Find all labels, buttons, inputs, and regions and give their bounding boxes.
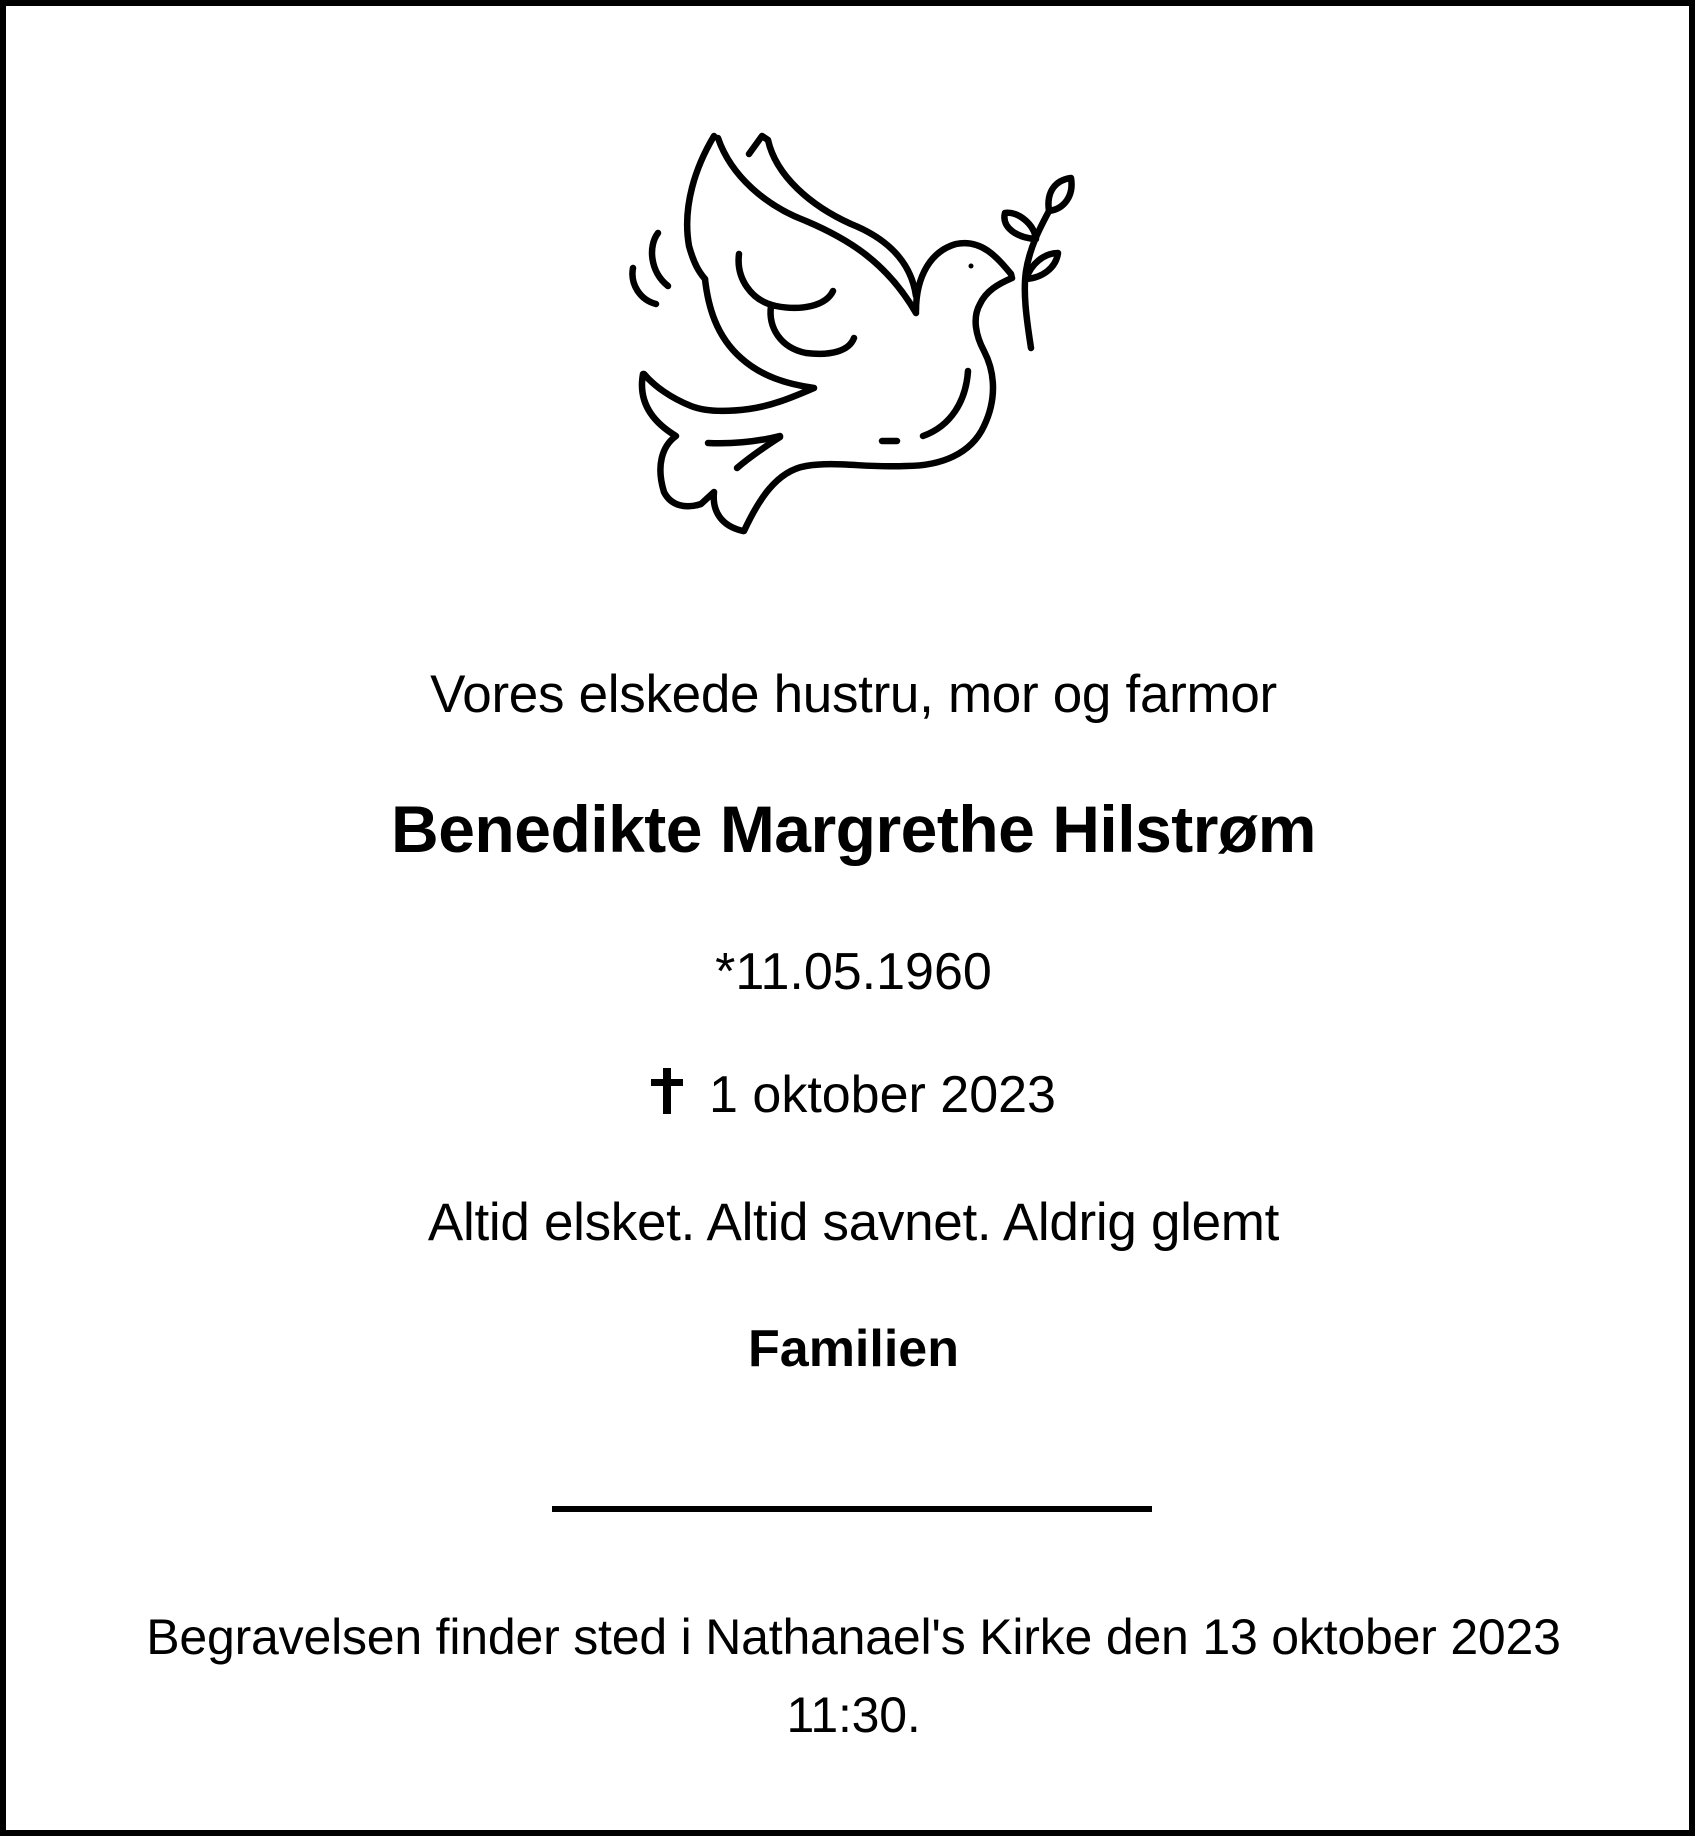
- funeral-details: Begravelsen finder sted i Nathanael's Kirke den 13 oktober 2023: [146, 1609, 1561, 1665]
- deceased-name: Benedikte Margrethe Hilstrøm: [391, 792, 1316, 866]
- intro-line: Vores elskede hustru, mor og farmor: [430, 665, 1277, 724]
- divider-line: [552, 1506, 1152, 1512]
- death-date: 1 oktober 2023: [709, 1066, 1056, 1124]
- signature: Familien: [748, 1320, 959, 1378]
- birth-date: *11.05.1960: [715, 943, 992, 1001]
- cross-icon: [651, 1068, 683, 1114]
- death-date-row: [6, 1066, 1695, 1124]
- dove-with-olive-branch-icon: [606, 106, 1106, 556]
- funeral-time: 11:30.: [786, 1687, 921, 1743]
- memorial-motto: Altid elsket. Altid savnet. Aldrig glemt: [427, 1193, 1280, 1252]
- funeral-info: [46, 1598, 1661, 1754]
